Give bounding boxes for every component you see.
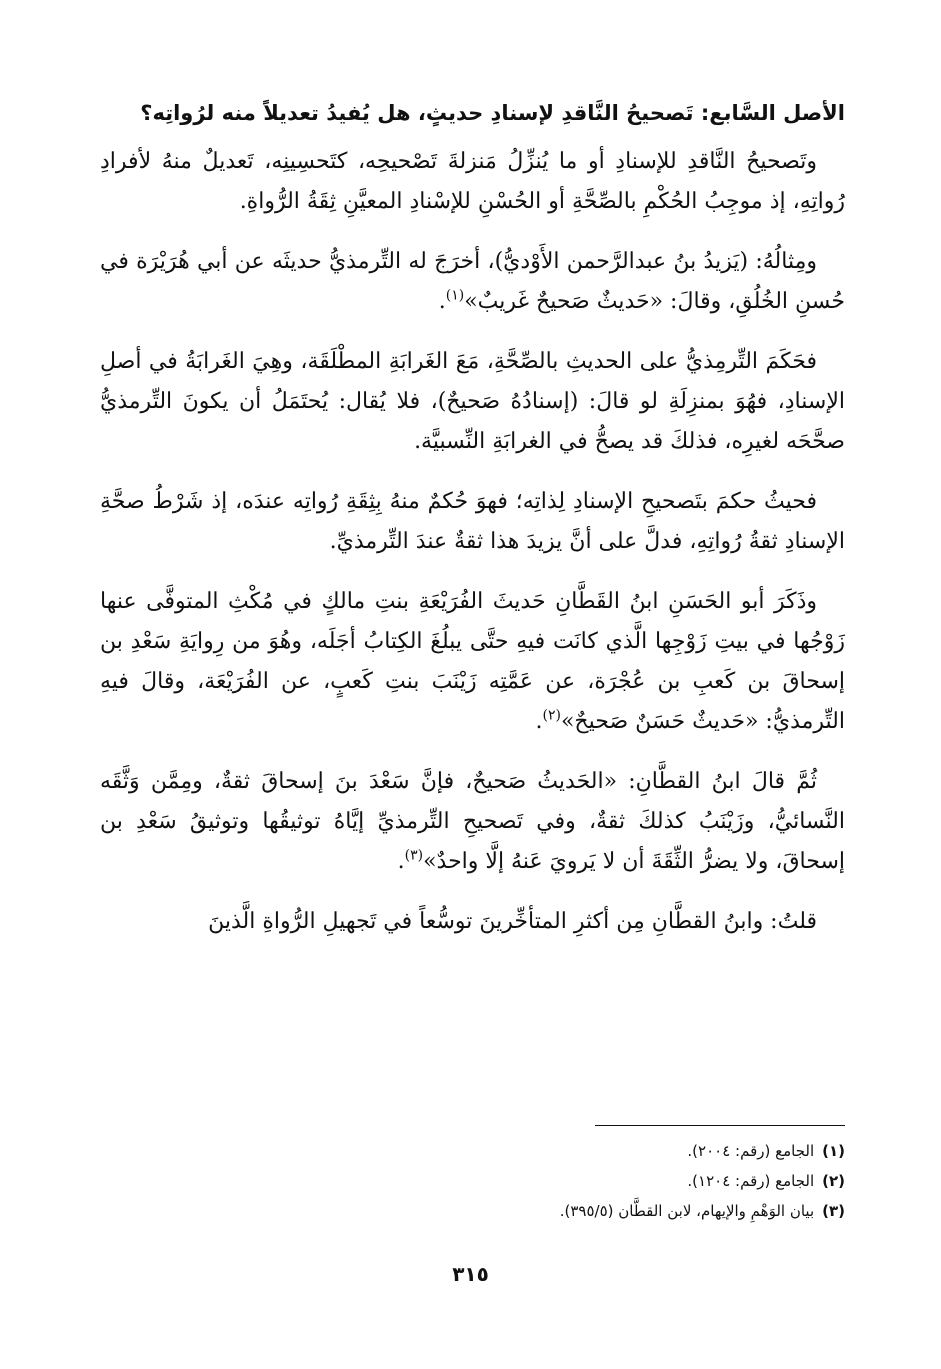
- section-heading: الأصل السَّابع: تَصحيحُ النَّاقدِ لإسنادِ حديثٍ، هل يُفيدُ تعديلاً منه لرُواتِه؟: [140, 101, 845, 125]
- paragraph-end: .: [535, 709, 543, 734]
- footnote-text: بيان الوَهْمِ والإيهام، لابن القطَّان (٣٩٥/٥).: [559, 1202, 815, 1220]
- paragraph-5: [100, 582, 845, 742]
- footnote-1: [100, 1136, 845, 1166]
- paragraph-7: [100, 902, 845, 942]
- paragraph-end: .: [397, 849, 405, 874]
- paragraph-6: [100, 762, 845, 882]
- paragraph-end: .: [438, 289, 446, 314]
- footnote-number: (١): [822, 1142, 845, 1160]
- footnote-number: (٢): [822, 1172, 845, 1190]
- paragraph-4: [100, 482, 845, 562]
- paragraph-text: ومِثالُهُ: (يَزيدُ بنُ عبدالرَّحمن الأَوْديُّ)، أخرَجَ له التِّرمذيُّ حديثَه عن أبي هُرَيْرَة في حُسنِ الخُلُقِ، وقالَ: «حَديثٌ صَحيحٌ غَريبٌ»: [100, 249, 845, 314]
- footnote-reference[interactable]: (٣): [404, 847, 424, 864]
- paragraph-text: فحَكَمَ التِّرمِذيُّ على الحديثِ بالصِّحَّةِ، مَعَ الغَرابَةِ المطْلَقَة، وهِيَ الغَرابَةُ في أصلِ الإسنادِ، فهُوَ بمنزِلَةِ لو قالَ: (إسنادُهُ صَحيحٌ)، فلا يُقال: يُحتَمَلُ أن يكونَ التِّرمذيُّ صحَّحَه لغيرِه، فذلكَ قد يصحُّ في الغرابَةِ النِّسبيَّة.: [100, 349, 845, 454]
- footnote-text: الجامع (رقم: ٢٠٠٤).: [687, 1142, 815, 1160]
- paragraph-text: وتَصحيحُ النَّاقدِ للإسنادِ أو ما يُنزِّلُ مَنزلةَ تَصْحيحِه، كتَحسِينِه، تَعديلٌ منهُ لأفرادِ رُواتِهِ، إذ موجِبُ الحُكْمِ بالصِّحَّةِ أو الحُسْنِ للإسْنادِ المعيَّنِ ثِقَةُ الرُّواةِ.: [100, 149, 845, 214]
- footnote-2: [100, 1166, 845, 1196]
- footnote-divider: [595, 1125, 845, 1126]
- footnote-reference[interactable]: (٢): [542, 707, 561, 724]
- paragraph-text: وذَكَرَ أبو الحَسَنِ ابنُ القَطَّانِ حَديثَ الفُرَيْعَةِ بنتِ مالكٍ في مُكْثِ المتوفَّى عنها زَوْجُها في بيتِ زَوْجِها الَّذي كانَت فيهِ حتَّى يبلُغَ الكِتابُ أجَلَه، وهُوَ من رِوايَةِ سَعْدِ بن إسحاقَ بن كَعبِ بن عُجْرَة، عن عَمَّتِه زَيْنَبَ بنتِ كَعبٍ، عن الفُرَيْعَة، وقالَ فيهِ التِّرمذيُّ: «حَديثٌ حَسَنٌ صَحيحٌ»: [100, 589, 845, 734]
- paragraph-2: [100, 242, 845, 322]
- footnote-number: (٣): [822, 1202, 845, 1220]
- footnotes-section: [100, 1125, 845, 1226]
- paragraph-text: فحيثُ حكمَ بتَصحيحِ الإسنادِ لِذاتِه؛ فهوَ حُكمٌ منهُ بِثِقَةِ رُواتِه عندَه، إذ شَرْطُ صحَّةِ الإسنادِ ثقةُ رُواتِهِ، فدلَّ على أنَّ يزيدَ هذا ثقةٌ عندَ التِّرمذيِّ.: [100, 489, 845, 554]
- footnote-text: الجامع (رقم: ١٢٠٤).: [687, 1172, 815, 1190]
- paragraph-3: [100, 342, 845, 462]
- page-body: [100, 88, 845, 962]
- paragraph-text: قلتُ: وابنُ القطَّانِ مِن أكثرِ المتأخِّرينَ توسُّعاً في تَجهيلِ الرُّواةِ الَّذينَ: [208, 909, 817, 934]
- paragraph-text: ثُمَّ قالَ ابنُ القطَّانِ: «الحَديثُ صَحيحٌ، فإنَّ سَعْدَ بنَ إسحاقَ ثقةٌ، ومِمَّن وَثَّقَه النَّسائيُّ، وزَيْنَبُ كذلكَ ثقةٌ، وفي تَصحيحِ التِّرمذيِّ إيَّاهُ توثيقُها وتوثيقُ سَعْدِ بن إسحاقَ، ولا يضرُّ الثِّقَةَ أن لا يَرويَ عَنهُ إلَّا واحدٌ»: [100, 769, 845, 874]
- page-number: ٣١٥: [452, 1262, 489, 1286]
- footnote-3: [100, 1196, 845, 1226]
- paragraph-1: [100, 142, 845, 222]
- footnote-reference[interactable]: (١): [445, 287, 465, 304]
